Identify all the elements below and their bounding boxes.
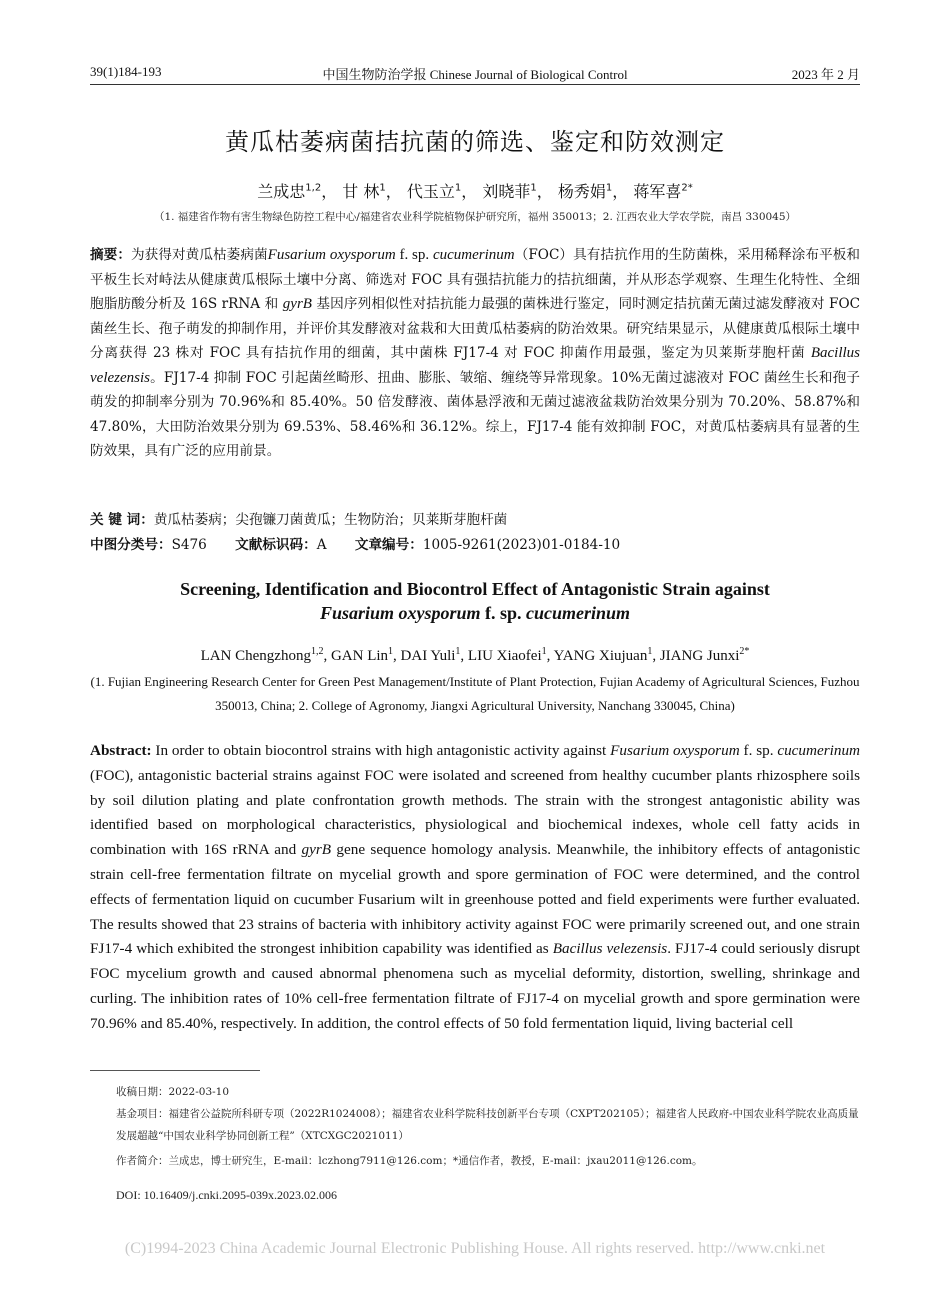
cn-author: 甘 林$^1$ — [342, 182, 386, 201]
keywords-text: 黄瓜枯萎病；尖孢镰刀菌黄瓜；生物防治；贝莱斯芽胞杆菌 — [153, 512, 508, 528]
fund-label: 基金项目： — [116, 1108, 169, 1120]
footnote-rule — [90, 1070, 260, 1071]
en-author: DAI Yuli$^1$ — [400, 646, 461, 664]
clc-label: 中图分类号： — [90, 537, 172, 553]
cn-author: 代玉立$^1$ — [406, 182, 462, 201]
cn-authors: 兰成忠$^{1,2}$， 甘 林$^1$， 代玉立$^1$， 刘晓菲$^1$， 杨秀娟$^1$， 蒋军喜$^{2*}$ — [257, 182, 693, 201]
copyright-notice: (C)1994-2023 China Academic Journal Electronic Publishing House. All rights reserved. http://www.cnki.net — [124, 1240, 826, 1257]
header-volume: 39(1)184-193 — [90, 64, 162, 79]
footnote-received: 收稿日期：2022-03-10 — [116, 1086, 230, 1098]
footnote-fund — [116, 1103, 866, 1147]
cn-author: 蒋军喜$^{2*}$ — [633, 182, 693, 201]
doc-code-label: 文献标识码： — [235, 537, 317, 553]
en-abstract-label: Abstract: — [90, 742, 152, 759]
cn-author: 杨秀娟$^1$ — [557, 182, 613, 201]
cn-abstract-label: 摘要： — [90, 247, 131, 263]
article-number-value: 1005-9261(2023)01-0184-10 — [422, 537, 621, 553]
fund-text: 福建省公益院所科研专项（2022R1024008）；福建省农业科学院科技创新平台专项（CXPT202105）；福建省人民政府-中国农业科学院农业高质量发展超越“中国农业科学协同创新工程”（XTCXGC2021011） — [116, 1108, 859, 1142]
cn-author: 兰成忠$^{1,2}$ — [257, 182, 322, 201]
classification-line — [90, 533, 860, 553]
header-date: 2023 年 2 月 — [791, 67, 860, 82]
cn-title: 黄瓜枯萎病菌拮抗菌的筛选、鉴定和防效测定 — [225, 128, 725, 156]
en-title-line1: Screening, Identification and Biocontrol Effect of Antagonistic Strain against — [180, 579, 770, 599]
keywords-label: 关 键 词： — [90, 512, 154, 528]
en-title — [0, 577, 950, 625]
en-authors: LAN Chengzhong$^{1,2}$, GAN Lin$^1$, DAI Yuli$^1$, LIU Xiaofei$^1$, YANG Xiujuan$^1$, JIANG Junxi$^{2*}$ — [200, 646, 750, 664]
en-affiliation: (1. Fujian Engineering Research Center for Green Pest Management/Institute of Plant Protection, Fujian Academy of Agricultural Sciences, Fuzhou 350013, China; 2. College of Agronomy, Jiangxi Agricultural University, Nanchang 330045, China) — [90, 674, 860, 713]
en-author: LAN Chengzhong$^{1,2}$ — [200, 646, 324, 664]
header-rule — [90, 84, 860, 85]
cn-abstract: 摘要：为获得对黄瓜枯萎病菌Fusarium oxysporum f. sp. cucumerinum（FOC）具有拮抗作用的生防菌株，采用稀释涂布平板和平板生长对峙法从健康黄瓜根际土壤中分离、筛选对 FOC 具有强拮抗能力的拮抗细菌，并从形态学观察、生理生化特性、全细胞脂肪酸分析及 16S rRNA 和 gyrB 基因序列相似性对拮抗能力最强的菌株进行鉴定，同时测定拮抗菌无菌过滤发酵液对 FOC 菌丝生长、孢子萌发的抑制作用，并评价其发酵液对盆栽和大田黄瓜枯萎病的防治效果。研究结果显示，从健康黄瓜根际土壤中分离获得 23 株对 FOC 具有拮抗作用的细菌，其中菌株 FJ17-4 对 FOC 抑菌作用最强，鉴定为贝莱斯芽胞杆菌 Bacillus velezensis。FJ17-4 抑制 FOC 引起菌丝畸形、扭曲、膨胀、皱缩、缠绕等异常现象。10%无菌过滤液对 FOC 菌丝生长和孢子萌发的抑制率分别为 70.96%和 85.40%。50 倍发酵液、菌体悬浮液和无菌过滤液盆栽防治效果分别为 70.20%、58.87%和 47.80%，大田防治效果分别为 69.53%、58.46%和 36.12%。综上，FJ17-4 能有效抑制 FOC，对黄瓜枯萎病具有显著的生防效果，具有广泛的应用前景。 — [90, 247, 860, 459]
en-author: GAN Lin$^1$ — [330, 646, 394, 664]
cn-author: 刘晓菲$^1$ — [482, 182, 537, 201]
footnote-author-intro: 作者简介：兰成忠，博士研究生，E-mail：lczhong7911@126.com；*通信作者，教授，E-mail：jxau2011@126.com。 — [116, 1155, 703, 1167]
cn-affiliation: （1. 福建省作物有害生物绿色防控工程中心/福建省农业科学院植物保护研究所，福州 350013；2. 江西农业大学农学院，南昌 330045） — [153, 211, 797, 223]
cn-keywords — [90, 508, 860, 528]
clc-value: S476 — [171, 537, 207, 553]
en-title-line2: Fusarium oxysporum f. sp. cucumerinum — [319, 603, 631, 623]
header-journal: 中国生物防治学报 Chinese Journal of Biological Control — [322, 67, 628, 82]
en-abstract: Abstract: In order to obtain biocontrol strains with high antagonistic activity against Fusarium oxysporum f. sp. cucumerinum (FOC), antagonistic bacterial strains against FOC were isolated and screened from healthy cucumber plants rhizosphere soils by soil dilution plating and plate confrontation growth methods. The strain with the strongest antagonistic ability was identified based on morphological characteristics, physiological and biochemical indexes, whole cell fatty acids in combination with 16S rRNA and gyrB gene sequence homology analysis. Meanwhile, the inhibitory effects of antagonistic strain cell-free fermentation filtrate on mycelial growth and spore germination of FOC were determined, and the control effects of fermentation liquid on cucumber Fusarium wilt in greenhouse potted and field experiments were further evaluated. The results showed that 23 strains of bacteria with inhibitory activity against FOC were primarily screened out, and one strain FJ17-4 which exhibited the strongest inhibition capability was identified as Bacillus velezensis. FJ17-4 could seriously disrupt FOC mycelium growth and caused abnormal phenomena such as mycelial deformity, distortion, swelling, shrinkage and curling. The inhibition rates of 10% cell-free fermentation filtrate of FJ17-4 on mycelial growth and spore germination were 70.96% and 85.40%, respectively. In addition, the control effects of 50 fold fermentation liquid, living bacterial cell — [90, 742, 861, 1032]
en-author: LIU Xiaofei$^1$ — [467, 646, 547, 664]
doc-code-value: A — [316, 537, 327, 553]
en-author: JIANG Junxi$^{2*}$ — [659, 646, 750, 664]
running-header — [90, 64, 860, 84]
doi: DOI: 10.16409/j.cnki.2095-039x.2023.02.006 — [116, 1188, 337, 1202]
article-number-label: 文章编号： — [354, 537, 423, 553]
en-author: YANG Xiujuan$^1$ — [553, 646, 653, 664]
